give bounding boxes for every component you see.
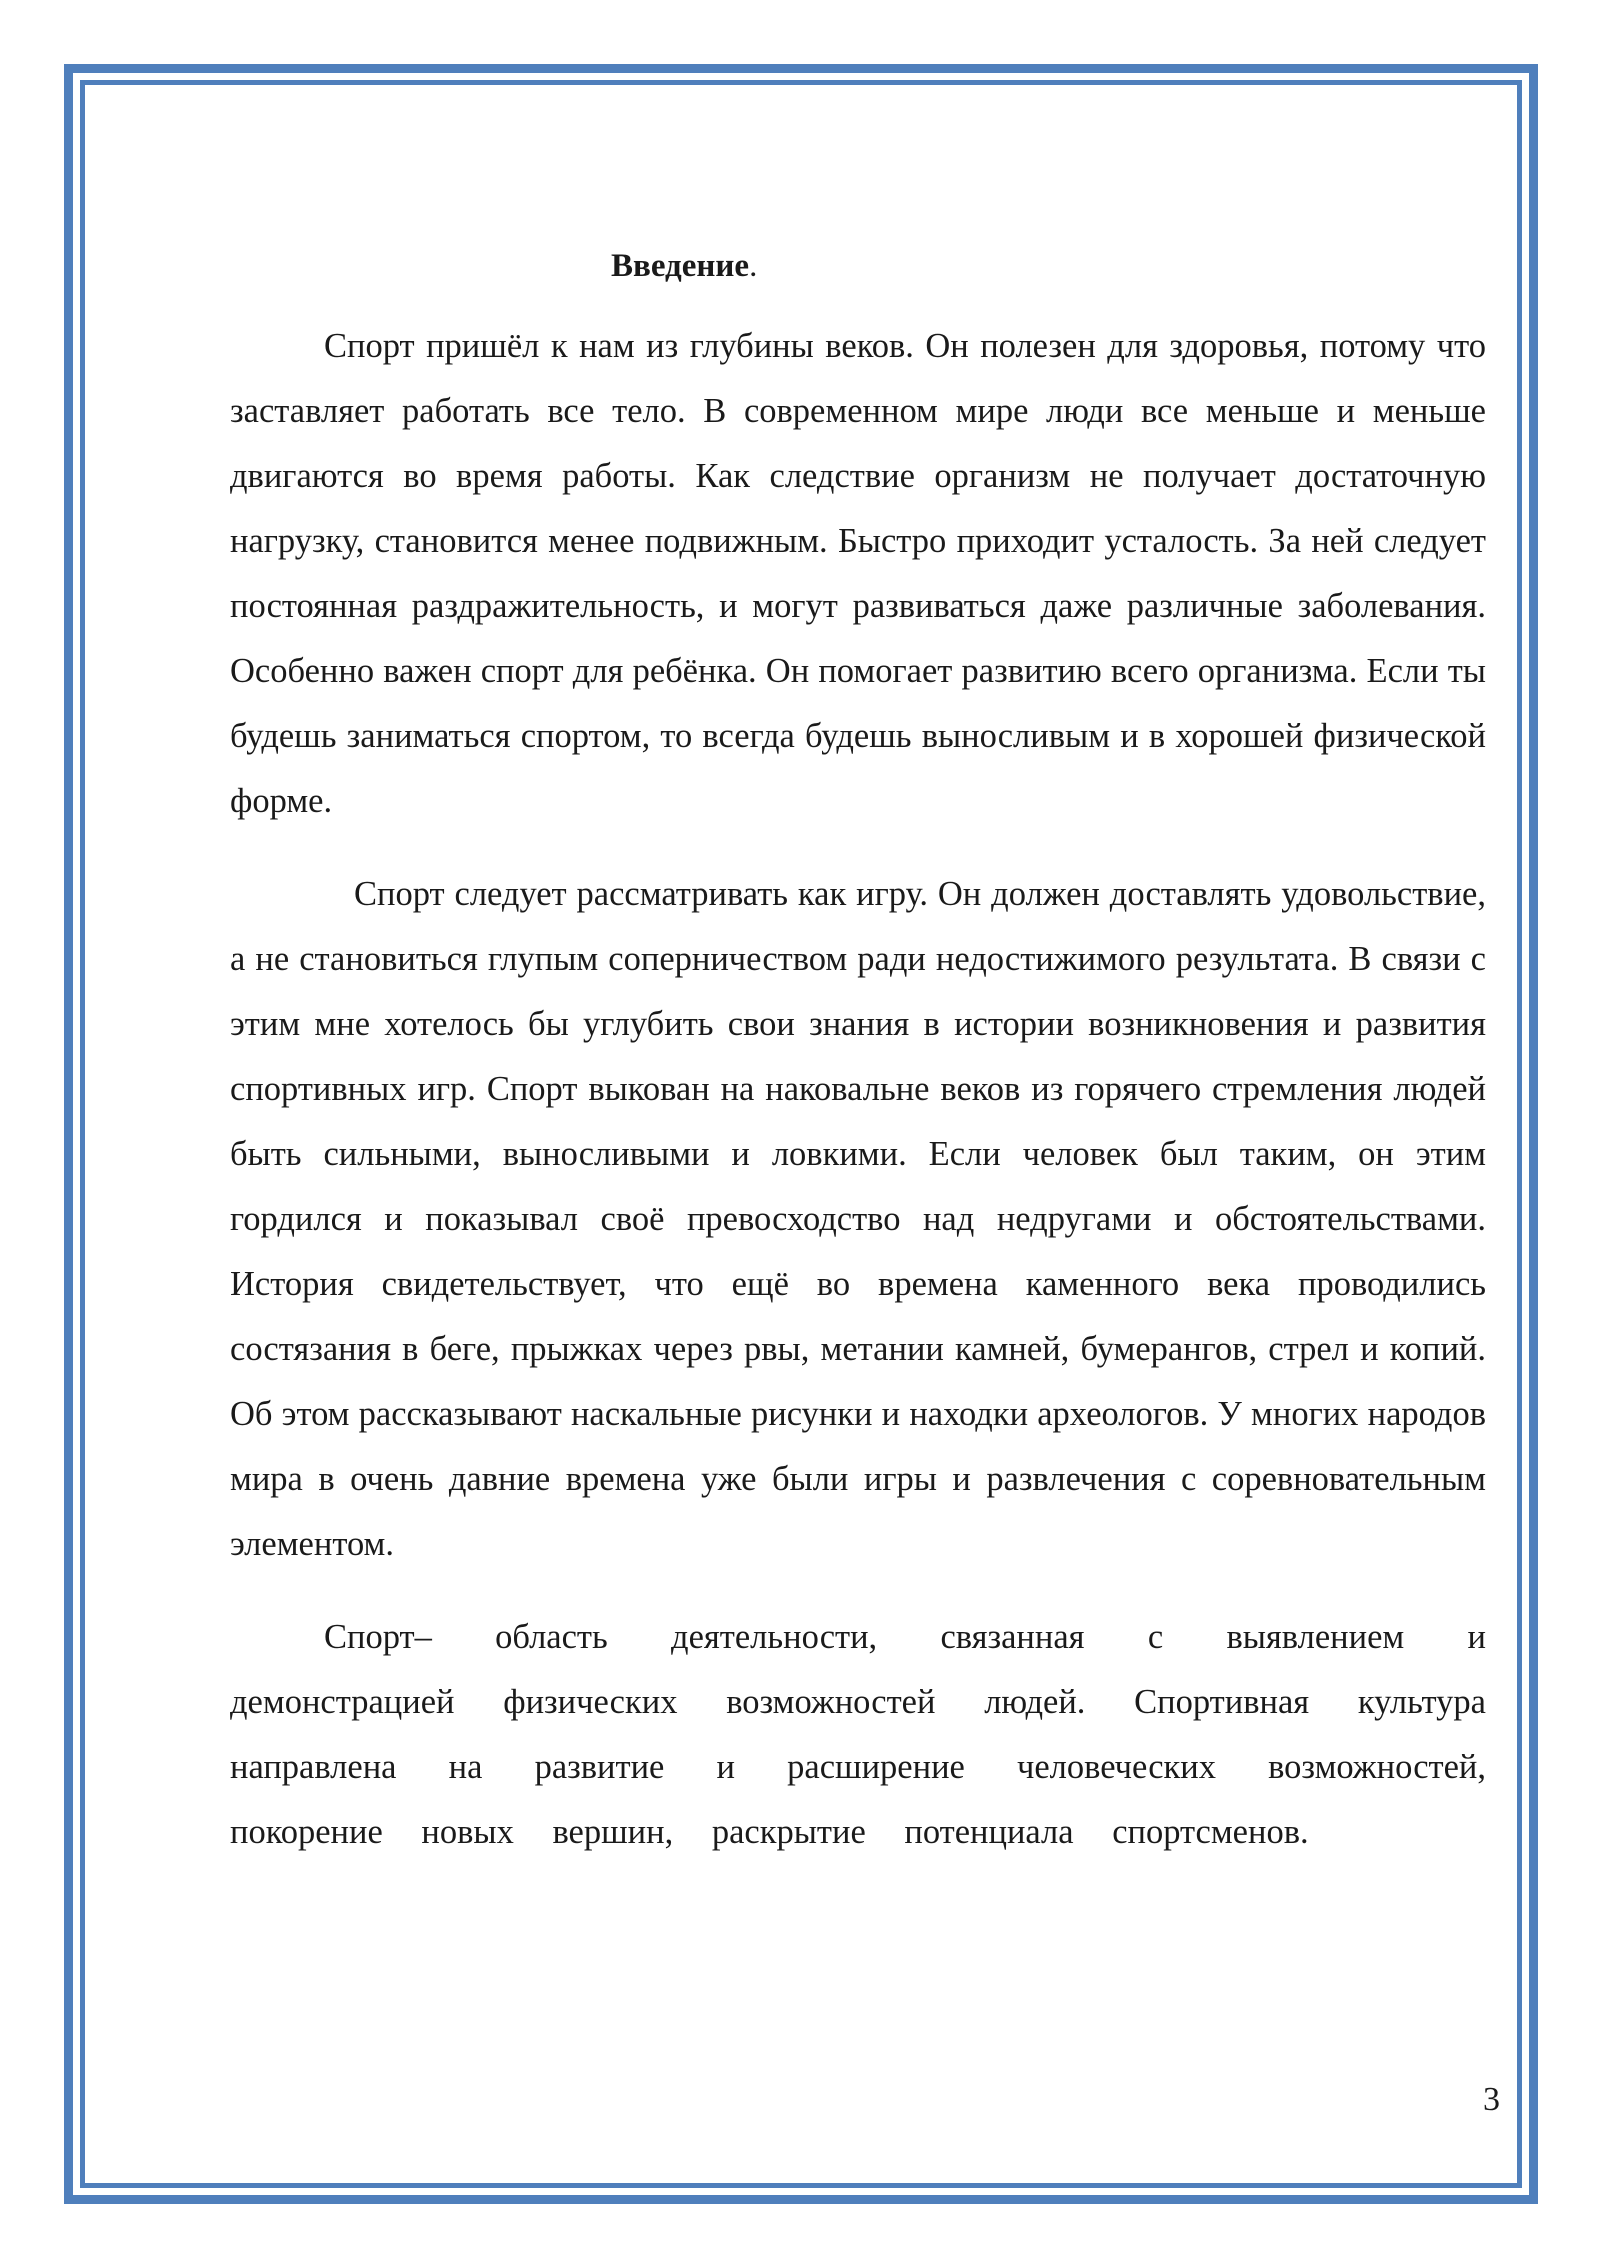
section-heading — [230, 240, 1486, 292]
paragraph-2: Спорт следует рассматривать как игру. Он должен доставлять удовольствие, а не становиться глупым соперничеством ради недостижимого результата. В связи с этим мне хотелось бы углубить свои знания в истории возникновения и развития спортивных игр. Спорт выкован на наковальне веков из горячего стремления людей быть сильными, выносливыми и ловкими. Если человек был таким, он этим гордился и показывал своё превосходство над недругами и обстоятельствами. История свидетельствует, что ещё во времена каменного века проводились состязания в беге, прыжках через рвы, метании камней, бумерангов, стрел и копий. Об этом рассказывают наскальные рисунки и находки археологов. У многих народов мира в очень давние времена уже были игры и развлечения с соревновательным элементом. — [230, 875, 1486, 1563]
heading-title: Введение — [611, 248, 750, 284]
page-number: 3 — [1483, 2081, 1500, 2118]
paragraph-3: Спорт– область деятельности, связанная с выявлением и демонстрацией физических возможностей людей. Спортивная культура направлена на развитие и расширение человеческих возможностей, покорение новых вершин, раскрытие потенциала спортсменов. — [230, 1618, 1486, 1851]
page-content — [230, 240, 1486, 1893]
heading-period: . — [749, 248, 758, 284]
paragraph-1: Спорт пришёл к нам из глубины веков. Он полезен для здоровья, потому что заставляет работать все тело. В современном мире люди все меньше и меньше двигаются во время работы. Как следствие организм не получает достаточную нагрузку, становится менее подвижным. Быстро приходит усталость. За ней следует постоянная раздражительность, и могут развиваться даже различные заболевания. Особенно важен спорт для ребёнка. Он помогает развитию всего организма. Если ты будешь заниматься спортом, то всегда будешь выносливым и в хорошей физической форме. — [230, 327, 1486, 820]
